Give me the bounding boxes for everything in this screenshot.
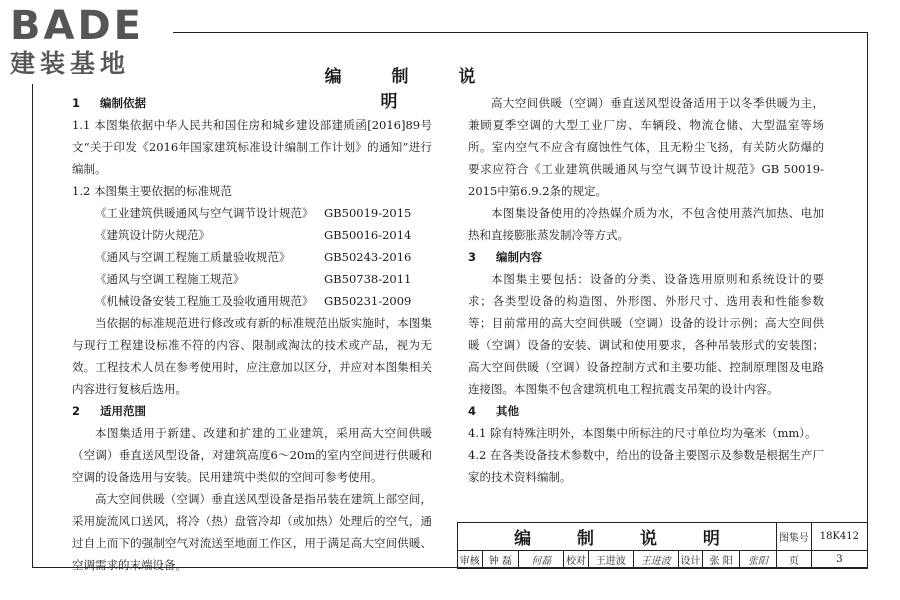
standard-item xyxy=(72,246,432,268)
check-signature: 王进波 xyxy=(633,551,678,569)
section-2-para-2: 高大空间供暖（空调）垂直送风型设备是指吊装在建筑上部空间，采用旋流风口送风，将冷（热）盘管冷却（或加热）处理后的空气，通过自上而下的强制空气对流送至地面工作区，用于满足高大空间供暖、空调需求的末端设备。 xyxy=(72,492,432,572)
section-number: 4 xyxy=(468,404,477,418)
section-2-para-4: 本图集设备使用的冷热媒介质为水，不包含使用蒸汽加热、电加热和直接膨胀蒸发制冷等方式。 xyxy=(468,206,824,242)
logo-main-text: BADE xyxy=(10,3,144,49)
page-label: 页 xyxy=(777,551,812,569)
section-title: 编制内容 xyxy=(496,250,542,264)
section-title: 适用范围 xyxy=(100,404,146,418)
standard-name: 《通风与空调工程施工规范》 xyxy=(95,272,245,286)
standard-code: GB50738-2011 xyxy=(324,272,412,286)
section-number: 2 xyxy=(72,404,81,418)
page-title: 编 制 说 明 xyxy=(324,67,498,112)
section-2-para-3: 高大空间供暖（空调）垂直送风型设备适用于以冬季供暖为主，兼顾夏季空调的大型工业厂房、车辆段、物流仓储、大型温室等场所。室内空气不应含有腐蚀性气体，且无粉尘飞扬，有关防火防爆的要求应符合《工业建筑供暖通风与空气调节设计规范》GB 50019-2015中第6.9.2条的规定。 xyxy=(468,96,824,198)
checker-name: 王进波 xyxy=(588,551,633,569)
check-label: 校对 xyxy=(564,551,589,569)
design-signature: 张阳 xyxy=(740,551,777,569)
section-3-heading xyxy=(468,246,824,268)
standard-name: 《建筑设计防火规范》 xyxy=(95,228,210,242)
section-number: 1 xyxy=(72,96,81,110)
page-number: 3 xyxy=(811,551,867,569)
review-signature: 何磊 xyxy=(519,551,564,569)
designer-name: 张 阳 xyxy=(703,551,740,569)
titleblock-title: 编 制 说 明 xyxy=(458,523,777,551)
left-column xyxy=(72,92,432,576)
standard-code: GB50243-2016 xyxy=(324,250,412,264)
review-label: 审核 xyxy=(458,551,483,569)
standard-item xyxy=(72,202,432,224)
section-4-heading xyxy=(468,400,824,422)
section-4-para-2: 4.2 在各类设备技术参数中，给出的设备主要图示及参数是根据生产厂家的技术资料编制。 xyxy=(468,448,824,484)
design-label: 设计 xyxy=(678,551,703,569)
standard-item xyxy=(72,268,432,290)
standard-name: 《通风与空调工程施工质量验收规范》 xyxy=(95,250,291,264)
watermark-logo xyxy=(8,4,173,84)
standard-code: GB50019-2015 xyxy=(324,206,412,220)
section-title: 编制依据 xyxy=(100,96,146,110)
standard-code: GB50016-2014 xyxy=(324,228,412,242)
right-column xyxy=(468,92,824,488)
logo-sub-text: 建装基地 xyxy=(10,49,131,78)
section-4-para-1: 4.1 除有特殊注明外，本图集中所标注的尺寸单位均为毫米（mm）。 xyxy=(468,426,817,440)
section-1-para-3: 当依据的标准规范进行修改或有新的标准规范出版实施时，本图集与现行工程建设标准不符的内容、限制或淘汰的技术或产品，视为无效。工程技术人员在参考使用时，应注意加以区分，并应对本图集相关内容进行复核后选用。 xyxy=(72,316,432,396)
section-1-para-1: 1.1 本图集依据中华人民共和国住房和城乡建设部建质函[2016]89号文“关于印发《2016年国家建筑标准设计编制工作计划》的通知”进行编制。 xyxy=(72,118,432,176)
section-1-para-2: 1.2 本图集主要依据的标准规范 xyxy=(72,184,232,198)
title-block xyxy=(457,522,868,569)
section-1-heading xyxy=(72,92,432,114)
standard-name: 《工业建筑供暖通风与空气调节设计规范》 xyxy=(95,206,314,220)
atlas-number: 18K412 xyxy=(811,523,867,551)
atlas-label: 图集号 xyxy=(777,523,812,551)
standard-name: 《机械设备安装工程施工及验收通用规范》 xyxy=(95,294,314,308)
standard-item xyxy=(72,290,432,312)
section-title: 其他 xyxy=(496,404,519,418)
section-3-para-1: 本图集主要包括：设备的分类、设备选用原则和系统设计的要求；各类型设备的构造图、外形图、外形尺寸、选用表和性能参数等；目前常用的高大空间供暖（空调）设备的设计示例；高大空间供暖（空调）设备的安装、调试和使用要求，各种吊装形式的安装图；高大空间供暖（空调）设备控制方式和主要功能、控制原理图及电路连接图。本图集不包含建筑机电工程抗震支吊架的设计内容。 xyxy=(468,272,824,396)
reviewer-name: 钟 磊 xyxy=(482,551,519,569)
section-2-heading xyxy=(72,400,432,422)
standard-code: GB50231-2009 xyxy=(324,294,412,308)
section-2-para-1: 本图集适用于新建、改建和扩建的工业建筑，采用高大空间供暖（空调）垂直送风型设备，对建筑高度6～20m的室内空间进行供暖和空调的设备选用与安装。民用建筑中类似的空间可参考使用。 xyxy=(72,426,432,484)
standard-item xyxy=(72,224,432,246)
section-number: 3 xyxy=(468,250,477,264)
